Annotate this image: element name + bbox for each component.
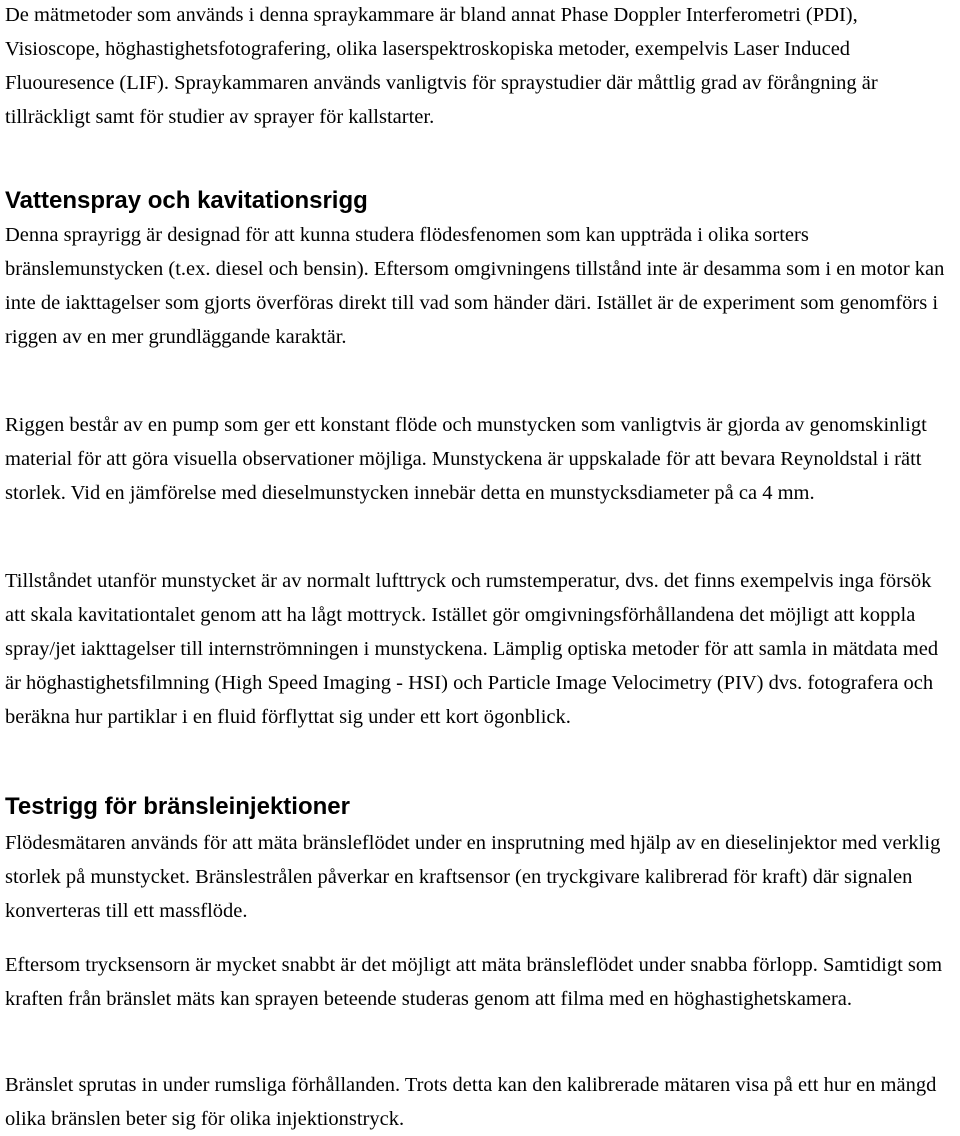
section-heading-test-rig: Testrigg för bränsleinjektioner [5,793,350,820]
water-rig-paragraph-3: Tillståndet utanför munstycket är av normalt lufttryck och rumstemperatur, dvs. det finns exempelvis inga försök att skala kavitationtalet genom att ha lågt mottryck. Istället gör omgivningsförhållandena det möjligt att koppla spray/jet iakttagelser till internströmningen i munstyckena. Lämplig optiska metoder för att samla in mätdata med är höghastighetsfilmning (High Speed Imaging - HSI) och Particle Image Velocimetry (PIV) dvs. fotografera och beräkna hur partiklar i en fluid förflyttat sig under ett kort ögonblick. [5,570,939,728]
test-rig-paragraph-2: Eftersom trycksensorn är mycket snabbt är det möjligt att mäta bränsleflödet under snabba förlopp. Samtidigt som kraften från bränslet mäts kan sprayen beteende studeras genom att filma med en höghastighetskamera. [5,954,943,1010]
water-rig-paragraph-1: Denna sprayrigg är designad för att kunna studera flödesfenomen som kan uppträda i olika sorters bränslemunstycken (t.ex. diesel och bensin). Eftersom omgivningens tillstånd inte är desamma som i en motor kan inte de iakttagelser som gjorts överföras direkt till vad som händer däri. Istället är de experiment som genomförs i riggen av en mer grundläggande karaktär. [5,224,945,348]
intro-paragraph: De mätmetoder som används i denna spraykammare är bland annat Phase Doppler Interferometri (PDI), Visioscope, höghastighetsfotografering, olika laserspektroskopiska metoder, exempelvis Laser Induced Fluouresence (LIF). Spraykammaren används vanligtvis för spraystudier där måttlig grad av förångning är tillräckligt samt för studier av sprayer för kallstarter. [5,4,878,128]
section-heading-water-rig: Vattenspray och kavitationsrigg [5,187,368,214]
test-rig-paragraph-1: Flödesmätaren används för att mäta bränsleflödet under en insprutning med hjälp av en dieselinjektor med verklig storlek på munstycket. Bränslestrålen påverkar en kraftsensor (en tryckgivare kalibrerad för kraft) där signalen konverteras till ett massflöde. [5,832,941,922]
test-rig-paragraph-3: Bränslet sprutas in under rumsliga förhållanden. Trots detta kan den kalibrerade mätaren visa på ett hur en mängd olika bränslen beter sig för olika injektionstryck. [5,1074,937,1130]
water-rig-paragraph-2: Riggen består av en pump som ger ett konstant flöde och munstycken som vanligtvis är gjorda av genomskinligt material för att göra visuella observationer möjliga. Munstyckena är uppskalade för att bevara Reynoldstal i rätt storlek. Vid en jämförelse med dieselmunstycken innebär detta en munstycksdiameter på ca 4 mm. [5,414,927,504]
